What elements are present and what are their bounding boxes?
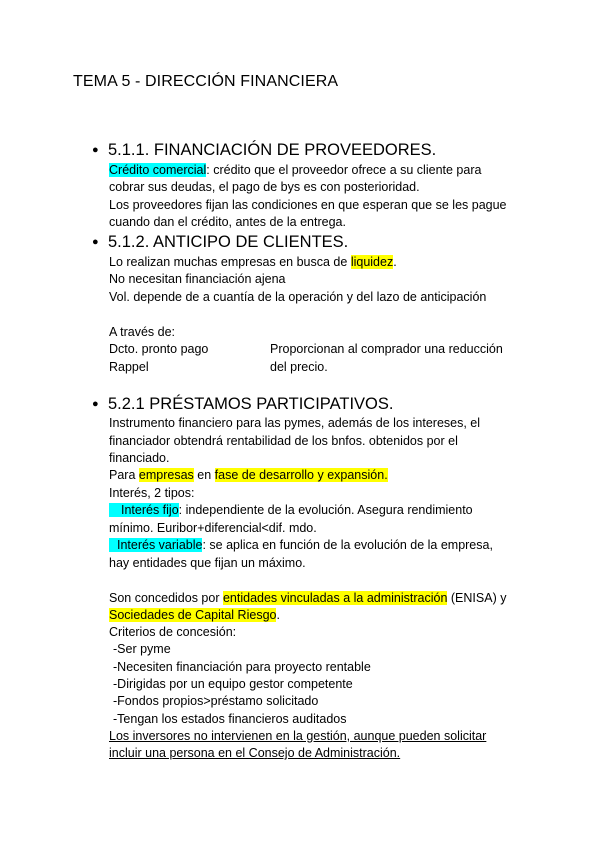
text-span: . bbox=[393, 255, 397, 269]
text-line: mínimo. Euribor+diferencial<dif. mdo. bbox=[109, 521, 317, 535]
highlight-term: Sociedades de Capital Riesgo bbox=[109, 608, 277, 622]
text-line bbox=[109, 467, 388, 484]
text-line bbox=[109, 607, 280, 624]
heading-text: 5.2.1 PRÉSTAMOS PARTICIPATIVOS. bbox=[108, 395, 394, 413]
row-label: Dcto. pronto pago bbox=[109, 342, 209, 356]
text-line: Interés, 2 tipos: bbox=[109, 486, 195, 500]
list-item: -Ser pyme bbox=[113, 642, 171, 656]
list-item: -Dirigidas por un equipo gestor competente bbox=[113, 677, 353, 691]
highlight-term: fase de desarrollo y expansión. bbox=[214, 468, 388, 482]
text-line: A través de: bbox=[109, 325, 176, 339]
text-span: : se aplica en función de la evolución de la empresa, bbox=[202, 538, 493, 552]
text-line: Criterios de concesión: bbox=[109, 625, 237, 639]
heading-text: 5.1.1. FINANCIACIÓN DE PROVEEDORES. bbox=[108, 141, 437, 159]
text-span: Lo realizan muchas empresas en busca de bbox=[109, 255, 351, 269]
bullet-icon: ● bbox=[92, 236, 99, 248]
text-line: No necesitan financiación ajena bbox=[109, 272, 286, 286]
text-line bbox=[109, 254, 397, 271]
row-description: Proporcionan al comprador una reducción bbox=[270, 342, 503, 356]
text-span: (ENISA) y bbox=[447, 591, 507, 605]
bullet-icon: ● bbox=[92, 144, 99, 156]
list-item: -Fondos propios>préstamo solicitado bbox=[113, 694, 319, 708]
bullet-icon: ● bbox=[92, 398, 99, 410]
text-line: cobrar sus deudas, el pago de bys es con posterioridad. bbox=[109, 180, 420, 194]
text-line: Instrumento financiero para las pymes, además de los intereses, el bbox=[109, 416, 481, 430]
text-line: financiador obtendrá rentabilidad de los bnfos. obtenidos por el bbox=[109, 434, 458, 448]
text-line: Vol. depende de a cuantía de la operación y del lazo de anticipación bbox=[109, 290, 487, 304]
section-heading-financiacion-proveedores bbox=[92, 141, 436, 160]
highlight-term: Interés fijo bbox=[109, 503, 179, 517]
list-item: -Necesiten financiación para proyecto rentable bbox=[113, 660, 371, 674]
row-label: Rappel bbox=[109, 360, 149, 374]
text-span: en bbox=[193, 468, 215, 482]
list-item: -Tengan los estados financieros auditados bbox=[113, 712, 347, 726]
highlight-term: Crédito comercial bbox=[109, 163, 207, 177]
text-span: Para bbox=[109, 468, 139, 482]
text-line: incluir una persona en el Consejo de Administración. bbox=[109, 746, 401, 760]
text-line: cuando dan el crédito, antes de la entrega. bbox=[109, 215, 346, 229]
page-title: TEMA 5 - DIRECCIÓN FINANCIERA bbox=[73, 73, 339, 90]
row-description: del precio. bbox=[270, 360, 328, 374]
text-line bbox=[109, 502, 473, 519]
highlight-term: liquidez bbox=[350, 255, 394, 269]
heading-text: 5.1.2. ANTICIPO DE CLIENTES. bbox=[108, 233, 349, 251]
text-span: : crédito que el proveedor ofrece a su cliente para bbox=[206, 163, 482, 177]
section-heading-prestamos-participativos bbox=[92, 395, 393, 414]
highlight-term: Interés variable bbox=[109, 538, 202, 552]
text-span: : independiente de la evolución. Asegura rendimiento bbox=[178, 503, 473, 517]
text-line bbox=[109, 162, 481, 179]
text-line bbox=[109, 537, 493, 554]
text-line: Los proveedores fijan las condiciones en que esperan que se les pague bbox=[109, 198, 507, 212]
text-line: hay entidades que fijan un máximo. bbox=[109, 556, 306, 570]
text-line: financiado. bbox=[109, 451, 170, 465]
highlight-term: empresas bbox=[138, 468, 194, 482]
text-span: . bbox=[276, 608, 280, 622]
text-span: Son concedidos por bbox=[109, 591, 223, 605]
table-row bbox=[109, 341, 569, 358]
table-row bbox=[109, 359, 569, 376]
text-line: Los inversores no intervienen en la gestión, aunque pueden solicitar bbox=[109, 729, 487, 743]
section-heading-anticipo-clientes bbox=[92, 233, 348, 252]
highlight-term: entidades vinculadas a la administración bbox=[222, 591, 448, 605]
text-line bbox=[109, 590, 506, 607]
